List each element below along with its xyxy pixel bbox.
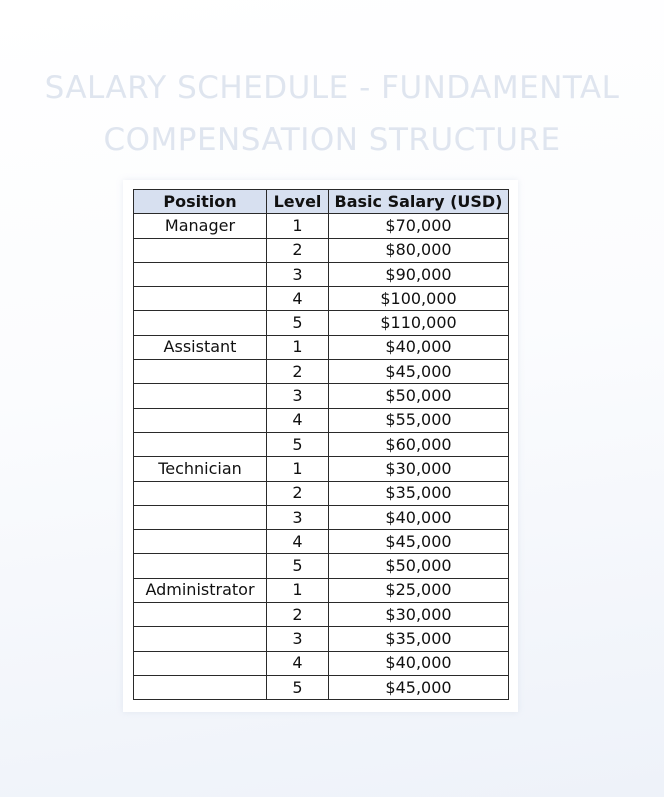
level-cell: 4 [267,651,329,675]
level-cell: 1 [267,335,329,359]
table-row [134,287,509,311]
table-row [134,457,509,481]
position-cell: Technician [134,457,267,481]
position-cell [134,651,267,675]
salary-cell: $45,000 [329,675,509,699]
level-cell: 3 [267,505,329,529]
position-cell [134,360,267,384]
table-header-row [134,190,509,214]
page-title-line-2: COMPENSATION STRUCTURE [103,122,561,158]
level-cell: 2 [267,481,329,505]
page-title-line-1: SALARY SCHEDULE - FUNDAMENTAL [44,70,620,106]
salary-table [133,189,509,700]
level-cell: 2 [267,603,329,627]
table-row [134,262,509,286]
position-cell [134,481,267,505]
position-cell [134,408,267,432]
header-level: Level [267,190,329,214]
salary-cell: $45,000 [329,530,509,554]
header-position: Position [134,190,267,214]
level-cell: 1 [267,578,329,602]
position-cell: Administrator [134,578,267,602]
position-cell [134,262,267,286]
level-cell: 1 [267,457,329,481]
table-row [134,360,509,384]
salary-cell: $45,000 [329,360,509,384]
level-cell: 2 [267,360,329,384]
salary-cell: $55,000 [329,408,509,432]
position-cell [134,505,267,529]
table-row [134,505,509,529]
level-cell: 2 [267,238,329,262]
header-basic-salary: Basic Salary (USD) [329,190,509,214]
table-row [134,578,509,602]
salary-cell: $100,000 [329,287,509,311]
level-cell: 5 [267,311,329,335]
table-row [134,651,509,675]
level-cell: 1 [267,214,329,238]
salary-cell: $35,000 [329,481,509,505]
salary-cell: $50,000 [329,554,509,578]
salary-cell: $110,000 [329,311,509,335]
salary-cell: $60,000 [329,432,509,456]
table-row [134,627,509,651]
page-title [0,62,664,166]
position-cell [134,432,267,456]
level-cell: 4 [267,530,329,554]
salary-cell: $30,000 [329,457,509,481]
salary-cell: $40,000 [329,335,509,359]
table-row [134,554,509,578]
salary-cell: $80,000 [329,238,509,262]
level-cell: 4 [267,287,329,311]
position-cell [134,238,267,262]
table-row [134,214,509,238]
level-cell: 3 [267,627,329,651]
salary-cell: $50,000 [329,384,509,408]
table-body [134,214,509,700]
salary-cell: $70,000 [329,214,509,238]
table-row [134,481,509,505]
table-row [134,384,509,408]
salary-cell: $25,000 [329,578,509,602]
salary-cell: $90,000 [329,262,509,286]
position-cell [134,530,267,554]
table-row [134,603,509,627]
position-cell [134,554,267,578]
table-row [134,408,509,432]
level-cell: 3 [267,262,329,286]
table-row [134,530,509,554]
table-row [134,311,509,335]
position-cell [134,287,267,311]
level-cell: 4 [267,408,329,432]
position-cell [134,675,267,699]
table-row [134,675,509,699]
position-cell [134,603,267,627]
table-row [134,238,509,262]
position-cell [134,311,267,335]
position-cell: Manager [134,214,267,238]
table-row [134,432,509,456]
position-cell [134,627,267,651]
salary-cell: $40,000 [329,651,509,675]
level-cell: 5 [267,554,329,578]
level-cell: 5 [267,675,329,699]
table-row [134,335,509,359]
level-cell: 5 [267,432,329,456]
salary-cell: $35,000 [329,627,509,651]
level-cell: 3 [267,384,329,408]
salary-cell: $40,000 [329,505,509,529]
position-cell [134,384,267,408]
position-cell: Assistant [134,335,267,359]
salary-cell: $30,000 [329,603,509,627]
